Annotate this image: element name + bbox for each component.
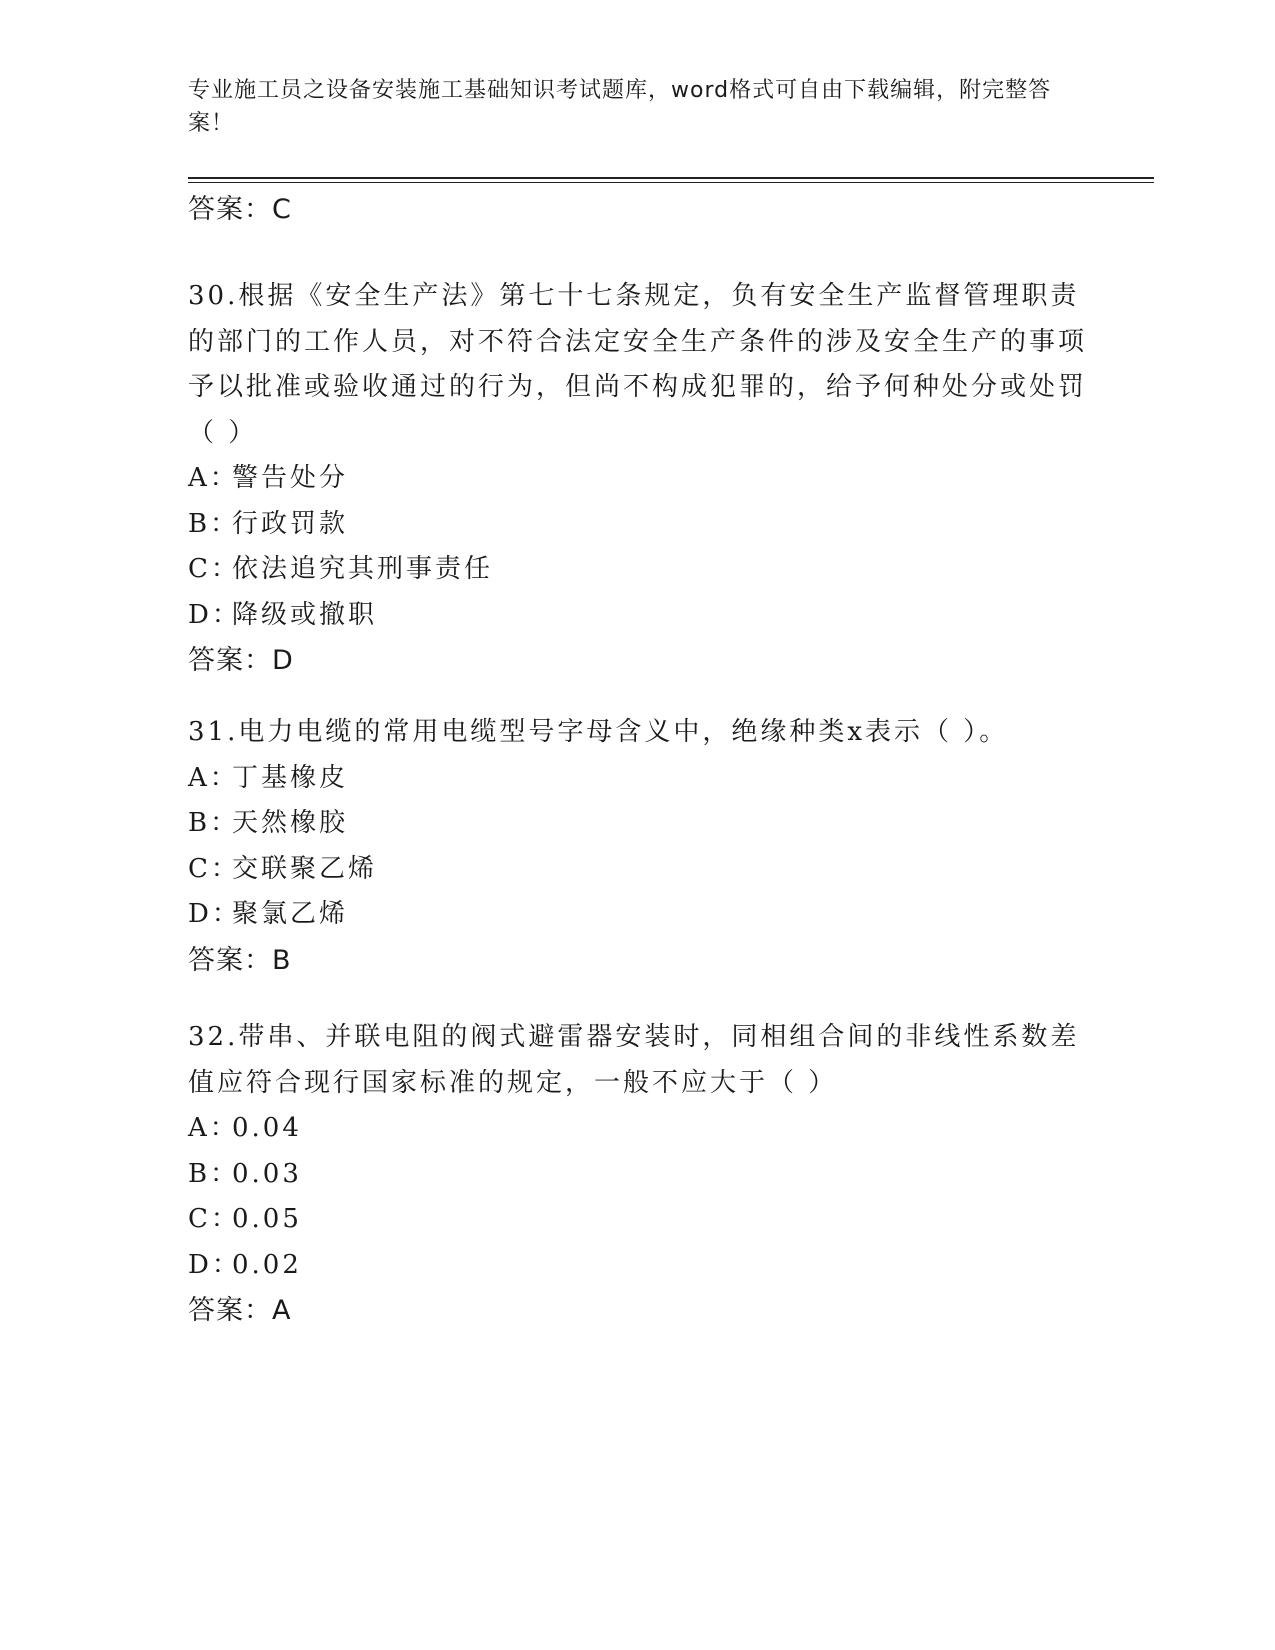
option-text: 降级或撤职 xyxy=(232,599,378,630)
option-key: B： xyxy=(188,508,240,539)
option-text: 0.04 xyxy=(232,1113,302,1143)
option-d xyxy=(188,1243,1088,1289)
question-stem: 30.根据《安全生产法》第七十七条规定，负有安全生产监督管理职责的部门的工作人员，对不符合法定安全生产条件的涉及安全生产的事项予以批准或验收通过的行为，但尚不构成犯罪的，给予何种处分或处罚（ ） xyxy=(188,281,1088,448)
option-key: D： xyxy=(188,899,241,929)
question-stem: 32.带串、并联电阻的阀式避雷器安装时，同相组合间的非线性系数差值应符合现行国家标准的规定，一般不应大于（ ） xyxy=(188,1022,1080,1098)
option-key: C： xyxy=(188,554,240,584)
header-rule-thin xyxy=(188,182,1154,183)
option-text: 交联聚乙烯 xyxy=(232,853,378,884)
option-a xyxy=(188,1106,1088,1152)
option-d xyxy=(188,892,1088,938)
question-30 xyxy=(188,274,1088,683)
option-text: 丁基橡皮 xyxy=(232,762,349,793)
answer: 答案：D xyxy=(188,645,294,676)
option-key: A： xyxy=(188,463,239,493)
option-key: C： xyxy=(188,853,240,884)
question-stem: 31.电力电缆的常用电缆型号字母含义中，绝缘种类x表示（ ）。 xyxy=(188,717,1009,747)
question-32 xyxy=(188,1015,1088,1333)
option-text: 依法追究其刑事责任 xyxy=(232,554,494,584)
document-header: 专业施工员之设备安装施工基础知识考试题库，word格式可自由下载编辑，附完整答案！ xyxy=(188,78,1052,136)
option-text: 天然橡胶 xyxy=(232,808,349,838)
question-31 xyxy=(188,710,1088,983)
option-c xyxy=(188,1197,1088,1243)
option-text: 警告处分 xyxy=(232,463,349,493)
option-key: B： xyxy=(188,1158,240,1189)
option-text: 聚氯乙烯 xyxy=(232,899,349,929)
option-text: 0.03 xyxy=(232,1158,302,1189)
option-key: A： xyxy=(188,1113,239,1143)
option-b xyxy=(188,1152,1088,1198)
answer: 答案：B xyxy=(188,944,292,976)
option-a xyxy=(188,456,1088,502)
option-text: 0.05 xyxy=(232,1204,302,1234)
option-c xyxy=(188,847,1088,893)
option-key: D： xyxy=(188,599,241,630)
option-b xyxy=(188,502,1088,548)
option-key: C： xyxy=(188,1204,240,1234)
option-b xyxy=(188,801,1088,847)
option-key: D： xyxy=(188,1249,241,1280)
option-a xyxy=(188,756,1088,802)
answer: 答案：A xyxy=(188,1295,292,1326)
option-key: B： xyxy=(188,808,240,838)
previous-answer: 答案：C xyxy=(188,194,292,225)
option-text: 行政罚款 xyxy=(232,508,349,539)
header-rule-thick xyxy=(188,177,1154,179)
option-text: 0.02 xyxy=(232,1249,302,1280)
option-d xyxy=(188,593,1088,639)
option-c xyxy=(188,547,1088,593)
option-key: A： xyxy=(188,762,239,793)
